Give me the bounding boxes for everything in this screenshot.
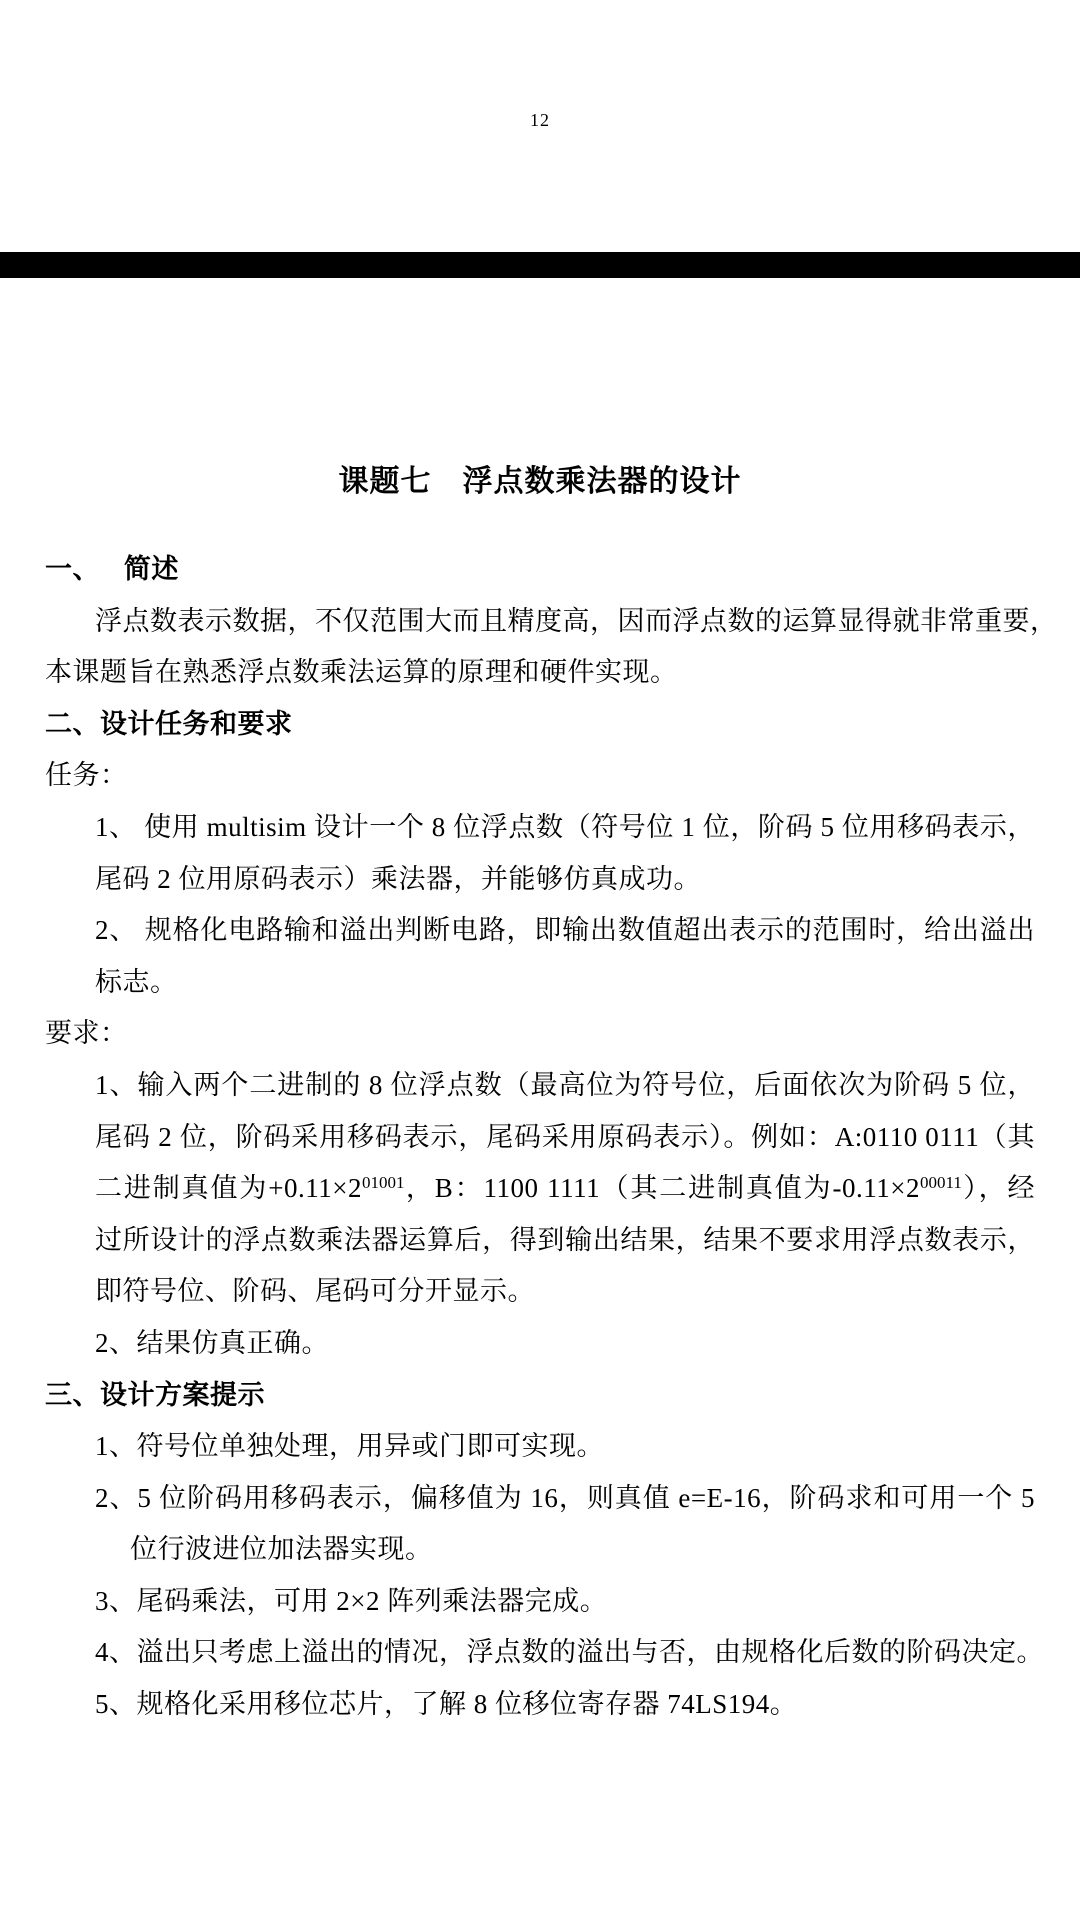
superscript-exponent: 00011 [920, 1173, 962, 1193]
text-line: 位行波进位加法器实现。 [130, 1534, 433, 1565]
text-line: 1、 使用 multisim 设计一个 8 位浮点数（符号位 1 位，阶码 5 位用移码表示， [95, 811, 1035, 842]
superscript-exponent: 01001 [361, 1173, 405, 1193]
text-segment: 二进制真值为+0.11×2 [95, 1173, 362, 1204]
text-line: 要求： [45, 1018, 128, 1049]
text-line: 尾码 2 位用原码表示）乘法器，并能够仿真成功。 [95, 863, 701, 894]
text-segment: ），经 [961, 1173, 1036, 1204]
document-body [45, 544, 1058, 1731]
page-title: 课题七 浮点数乘法器的设计 [338, 464, 742, 499]
text-line: 即符号位、阶码、尾码可分开显示。 [95, 1276, 535, 1307]
text-line: 本课题旨在熟悉浮点数乘法运算的原理和硬件实现。 [45, 657, 678, 688]
text-line: 1、输入两个二进制的 8 位浮点数（最高位为符号位，后面依次为阶码 5 位， [95, 1069, 1035, 1100]
text-line: 5、规格化采用移位芯片，了解 8 位移位寄存器 74LS194。 [95, 1689, 798, 1720]
text-line: 2、 规格化电路输和溢出判断电路，即输出数值超出表示的范围时，给出溢出 [95, 915, 1035, 946]
text-line: 2、结果仿真正确。 [95, 1327, 329, 1358]
section-heading: 二、设计任务和要求 [45, 708, 293, 740]
text-line [45, 1163, 1035, 1215]
section-heading: 三、设计方案提示 [45, 1379, 265, 1411]
text-line: 任务： [45, 760, 128, 791]
text-line: 尾码 2 位，阶码采用移码表示，尾码采用原码表示）。例如：A:0110 0111（其 [95, 1121, 1035, 1152]
text-line: 浮点数表示数据，不仅范围大而且精度高，因而浮点数的运算显得就非常重要， [95, 605, 1058, 636]
text-line: 2、5 位阶码用移码表示，偏移值为 16，则真值 e=E-16，阶码求和可用一个 5 [95, 1482, 1035, 1513]
text-line: 4、溢出只考虑上溢出的情况，浮点数的溢出与否，由规格化后数的阶码决定。 [95, 1637, 1044, 1668]
text-line: 1、符号位单独处理，用异或门即可实现。 [95, 1431, 604, 1462]
text-line: 过所设计的浮点数乘法器运算后，得到输出结果，结果不要求用浮点数表示， [95, 1224, 1035, 1255]
page-number: 12 [530, 110, 550, 130]
section-heading: 一、 简述 [45, 554, 179, 585]
text-line: 3、尾码乘法，可用 2×2 阵列乘法器完成。 [95, 1585, 608, 1616]
text-segment: ，B：1100 1111（其二进制真值为-0.11×2 [404, 1173, 920, 1204]
text-line: 标志。 [95, 966, 178, 997]
page-break-bar [0, 252, 1080, 278]
